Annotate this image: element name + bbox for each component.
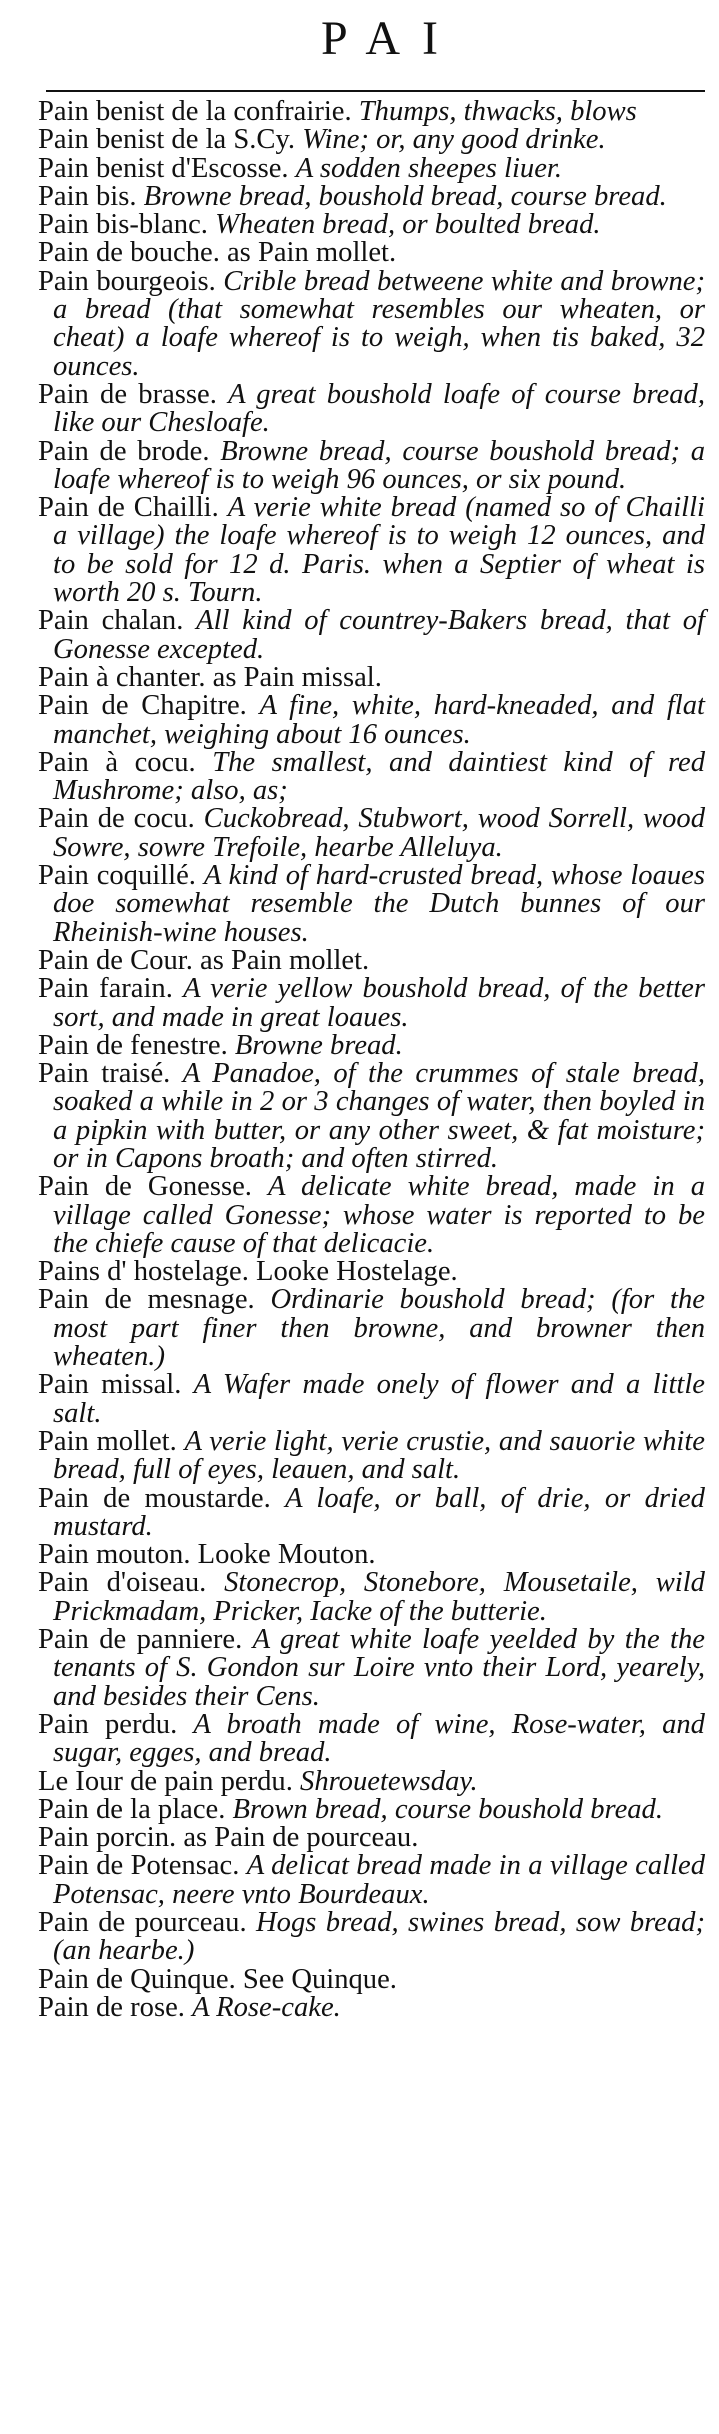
entry-headword: Pain de la place. — [38, 1793, 226, 1825]
entry-list — [38, 98, 705, 2022]
entry-definition: A fine, white, hard-kneaded, and flat manchet, weighing about 16 ounces. — [53, 690, 705, 750]
entry-definition: A great boushold loafe of course bread, like our Chesloafe. — [53, 378, 705, 439]
entry-definition: A kind of hard-crusted bread, whose loaues doe somewhat resemble the Dutch bunnes of our Rheinish-wine houses. — [53, 860, 705, 948]
dictionary-entry — [38, 1793, 705, 1825]
running-head: PAI — [321, 12, 460, 65]
entry-headword: Pain de Cour. as Pain mollet. — [38, 944, 370, 976]
entry-headword: Pain de fenestre. — [38, 1029, 228, 1061]
entry-headword: Pains d' hostelage. Looke Hostelage. — [38, 1256, 458, 1288]
entry-definition: Cuckobread, Stubwort, wood Sorrell, wood Sowre, sowre Trefoile, hearbe Alleluya. — [53, 803, 705, 863]
dictionary-entry — [38, 1852, 705, 1909]
entry-headword: Pain de moustarde. — [38, 1482, 271, 1514]
dictionary-entry — [38, 494, 705, 607]
entry-definition: A Panadoe, of the crummes of stale bread, soaked a while in 2 or 3 changes of water, then boyled in a pipkin with butter, or any other sweet, & fat moisture; or in Capons broath; and often stirred. — [53, 1058, 705, 1174]
entry-definition: The smallest, and daintiest kind of red Mushrome; also, as; — [53, 746, 705, 807]
dictionary-entry — [38, 1173, 705, 1258]
dictionary-entry — [38, 435, 706, 495]
entry-headword: Pain bourgeois. — [38, 265, 216, 297]
dictionary-entry — [38, 211, 705, 239]
entry-headword: Pain mollet. — [38, 1425, 177, 1457]
entry-definition: Wine; or, any good drinke. — [302, 124, 606, 156]
entry-headword: Pain de Chailli. — [38, 492, 219, 524]
entry-definition: A delicat bread made in a village called Potensac, neere vnto Bourdeaux. — [53, 1850, 706, 1910]
entry-headword: Pain de panniere. — [38, 1624, 243, 1656]
entry-definition: A verie yellow boushold bread, of the better sort, and made in great loaues. — [53, 973, 705, 1033]
entry-definition: Ordinarie boushold bread; (for the most part finer then browne, and browner then wheaten.) — [53, 1284, 705, 1373]
dictionary-entry — [38, 1569, 705, 1626]
entry-headword: Pain d'oiseau. — [38, 1567, 207, 1599]
header-rule — [46, 90, 705, 92]
dictionary-entry — [38, 1708, 705, 1769]
entry-headword: Pain de mesnage. — [38, 1284, 255, 1316]
dictionary-entry — [38, 1963, 705, 1995]
entry-headword: Pain bis. — [38, 180, 137, 212]
dictionary-entry — [38, 1909, 705, 1966]
entry-headword: Pain benist d'Escosse. — [38, 152, 289, 184]
dictionary-entry — [38, 180, 705, 212]
dictionary-entry — [38, 1824, 705, 1852]
entry-headword: Pain de rose. — [38, 1991, 185, 2023]
entry-definition: Browne bread, boushold bread, course bread. — [143, 180, 667, 212]
entry-definition: A verie light, verie crustie, and sauorie white bread, full of eyes, leauen, and salt. — [53, 1425, 705, 1486]
dictionary-entry — [38, 1765, 705, 1797]
entry-definition: Browne bread, course boushold bread; a loafe whereof is to weigh 96 ounces, or six pound. — [53, 435, 706, 495]
entry-headword: Pain coquillé. — [38, 860, 196, 892]
dictionary-entry — [38, 1425, 705, 1486]
dictionary-entry — [38, 975, 705, 1032]
dictionary-entry — [38, 1626, 705, 1711]
entry-definition: Thumps, thwacks, blows — [358, 96, 637, 127]
dictionary-entry — [38, 862, 705, 947]
dictionary-entry — [38, 944, 705, 976]
entry-definition: A Wafer made onely of flower and a little salt. — [53, 1369, 705, 1429]
dictionary-entry — [38, 607, 705, 664]
entry-headword: Pain benist de la S.Cy. — [38, 124, 296, 156]
entry-definition: Hogs bread, swines bread, sow bread; (an hearbe.) — [53, 1907, 705, 1967]
entry-definition: A loafe, or ball, of drie, or dried mustard. — [53, 1482, 705, 1542]
entry-definition: Crible bread betweene white and browne; a bread (that somewhat resembles our wheaten, or cheat) a loafe whereof is to weigh, when tis baked, 32 ounces. — [53, 265, 705, 382]
dictionary-entry — [38, 1286, 705, 1371]
dictionary-entry — [38, 1258, 705, 1286]
entry-headword: Pain traisé. — [38, 1058, 171, 1090]
entry-headword: Pain à chanter. as Pain missal. — [38, 661, 382, 693]
entry-headword: Pain benist de la confrairie. — [38, 96, 352, 127]
dictionary-entry — [38, 265, 705, 382]
entry-headword: Pain perdu. — [38, 1708, 178, 1740]
dictionary-entry — [38, 126, 705, 154]
entry-headword: Pain missal. — [38, 1369, 182, 1401]
entry-headword: Pain de Gonesse. — [38, 1171, 252, 1203]
entry-headword: Pain bis-blanc. — [38, 209, 208, 241]
dictionary-entry — [38, 239, 705, 267]
entry-headword: Pain de brasse. — [38, 378, 217, 410]
entry-headword: Pain de Potensac. — [38, 1850, 240, 1882]
entry-definition: A verie white bread (named so of Chailli a village) the loafe whereof is to weigh 12 ounces, and to be sold for 12 d. Paris. when a Septier of wheat is worth 20 s. Tourn. — [53, 492, 705, 609]
dictionary-entry — [38, 1060, 705, 1173]
entry-definition: All kind of countrey-Bakers bread, that of Gonesse excepted. — [53, 605, 706, 665]
entry-headword: Pain à cocu. — [38, 746, 196, 778]
entry-definition: A delicate white bread, made in a village called Gonesse; whose water is reported to be the chiefe cause of that delicacie. — [53, 1171, 706, 1259]
entry-headword: Pain de pourceau. — [38, 1907, 247, 1938]
entry-headword: Le Iour de pain perdu. — [38, 1765, 293, 1797]
entry-headword: Pain de bouche. as Pain mollet. — [38, 237, 397, 269]
entry-headword: Pain farain. — [38, 973, 173, 1005]
dictionary-entry — [38, 805, 705, 862]
entry-definition: Browne bread. — [234, 1029, 403, 1061]
dictionary-entry — [38, 1371, 705, 1428]
dictionary-entry — [38, 692, 705, 749]
entry-definition: A Rose-cake. — [192, 1991, 341, 2023]
dictionary-entry — [38, 98, 705, 126]
entry-definition: A sodden sheepes liuer. — [295, 152, 563, 184]
dictionary-entry — [38, 1991, 705, 2023]
entry-headword: Pain de Quinque. See Quinque. — [38, 1963, 397, 1995]
entry-definition: Wheaten bread, or boulted bread. — [215, 209, 601, 241]
entry-definition: A great white loafe yeelded by the the tenants of S. Gondon sur Loire vnto their Lord, yearely, and besides their Cens. — [53, 1624, 705, 1712]
entry-headword: Pain chalan. — [38, 605, 184, 637]
entry-headword: Pain de brode. — [38, 435, 210, 467]
entry-definition: Stonecrop, Stonebore, Mousetaile, wild Prickmadam, Pricker, Iacke of the butterie. — [53, 1567, 705, 1627]
entry-definition: Shrouetewsday. — [300, 1765, 478, 1797]
dictionary-entry — [38, 152, 705, 184]
entry-headword: Pain mouton. Looke Mouton. — [38, 1539, 376, 1571]
entry-definition: A broath made of wine, Rose-water, and sugar, egges, and bread. — [53, 1708, 705, 1769]
entry-headword: Pain de cocu. — [38, 803, 195, 835]
dictionary-entry — [38, 378, 705, 439]
entry-headword: Pain porcin. as Pain de pourceau. — [38, 1822, 419, 1854]
dictionary-entry — [38, 661, 705, 693]
dictionary-entry — [38, 746, 705, 807]
dictionary-entry — [38, 1541, 705, 1569]
entry-headword: Pain de Chapitre. — [38, 690, 247, 722]
dictionary-entry — [38, 1482, 705, 1542]
dictionary-entry — [38, 1029, 705, 1061]
entry-definition: Brown bread, course boushold bread. — [232, 1793, 664, 1825]
